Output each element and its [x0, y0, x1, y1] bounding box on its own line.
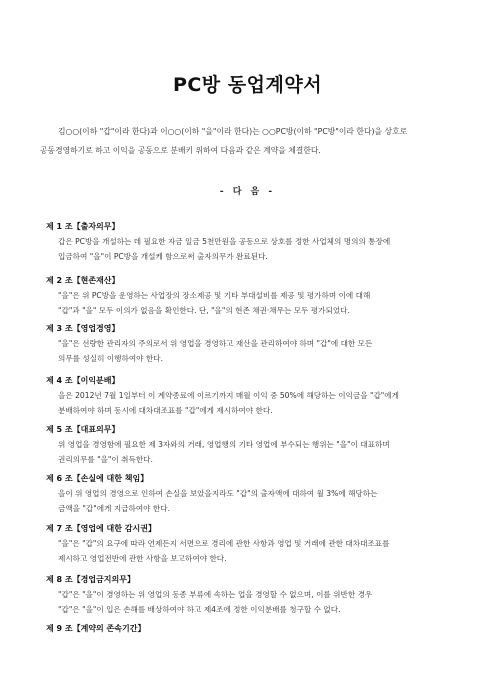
article-6-body	[58, 486, 468, 516]
article-line: "을"은 "갑"의 요구에 따라 언제든지 서면으로 경리에 관한 사항과 영업 및 거래에 관한 대차대조표를	[58, 539, 390, 548]
section-separator: - 다 음 -	[219, 187, 276, 197]
article-line: 을이 위 영업의 경영으로 인하여 손실을 보았을지라도 "갑"의 출자액에 대하여 월 3%에 해당하는	[58, 489, 378, 498]
article-line: 제시하고 영업전반에 관한 사항을 보고하여야 한다.	[58, 554, 227, 563]
article-7-body	[58, 536, 468, 566]
article-line: 권리의무를 "을"이 취득한다.	[58, 455, 153, 464]
article-8-body	[58, 587, 468, 617]
article-line: 갑은 PC방을 개설하는 데 필요한 자금 일금 5천만원을 공동으로 상호를 정한 사업체의 명의의 통장에	[58, 237, 391, 246]
intro-paragraph	[40, 122, 460, 160]
article-2-body	[58, 288, 468, 318]
article-5-body	[58, 437, 468, 467]
article-2-title: 제 2 조【현존재산】	[46, 276, 120, 285]
article-3-body	[58, 336, 468, 366]
article-5-title: 제 5 조【대표의무】	[46, 425, 120, 434]
article-1-body	[58, 234, 468, 264]
intro-line: 김○○(이하 "갑"이라 한다)과 이○○(이하 "을"이라 한다)는 ○○PC방(이하 "PC방"이라 한다)을 상호로	[58, 127, 408, 136]
intro-line: 공동경영하기로 하고 이익을 공동으로 분배키 위하여 다음과 같은 계약을 체결한다.	[40, 146, 321, 155]
article-line: 입금하여 "을"이 PC방을 개설케 함으로써 출자의무가 완료된다.	[58, 252, 268, 261]
article-line: "갑"과 "을" 모두 이의가 없음을 확인한다. 단, "을"의 현존 채권·채무는 모두 평가되었다.	[58, 306, 350, 315]
article-8-title: 제 8 조【경업금지의무】	[46, 575, 135, 584]
article-line: 금액을 "갑"에게 지급하여야 한다.	[58, 504, 171, 513]
article-9-title: 제 9 조【계약의 존속기간】	[46, 624, 146, 633]
article-4-body	[58, 388, 468, 418]
article-3-title: 제 3 조【영업경영】	[46, 324, 120, 333]
article-line: 분배하여야 하며 동시에 대차대조표를 "갑"에게 제시하여야 한다.	[58, 406, 273, 415]
article-6-title: 제 6 조【손실에 대한 책임】	[46, 474, 149, 483]
article-line: "갑"은 "을"이 경영하는 위 영업의 동종 부류에 속하는 업을 경영할 수 없으며, 이를 위반한 경우	[58, 590, 373, 599]
article-line: "을"은 위 PC방을 운영하는 사업장의 장소제공 및 기타 부대설비를 제공 및 평가하며 이에 대해	[58, 291, 371, 300]
article-line: 위 영업을 경영함에 필요한 제 3자와의 거래, 영업행의 기타 영업에 부수되는 행위는 "을"이 대표하며	[58, 440, 390, 449]
article-line: "갑"은 "을"이 입은 손해를 배상하여야 하고 제4조에 정한 이익분배를 청구할 수 없다.	[58, 605, 341, 614]
article-7-title: 제 7 조【영업에 대한 감시권】	[46, 524, 156, 533]
article-1-title: 제 1 조【출자의무】	[46, 222, 120, 231]
article-line: 을은 2012년 7월 1일부터 이 계약종료에 이르기까지 매월 이익 중 50%에 해당하는 이익금을 "갑"에게	[58, 391, 399, 400]
document-title: PC방 동업계약서	[172, 74, 323, 96]
article-4-title: 제 4 조【이익분배】	[46, 376, 120, 385]
article-line: 의무를 성실히 이행하여야 한다.	[58, 354, 164, 363]
article-line: "을"은 선량한 관리자의 주의로서 위 영업을 경영하고 재산을 관리하여야 하며 "갑"에 대한 모든	[58, 339, 373, 348]
